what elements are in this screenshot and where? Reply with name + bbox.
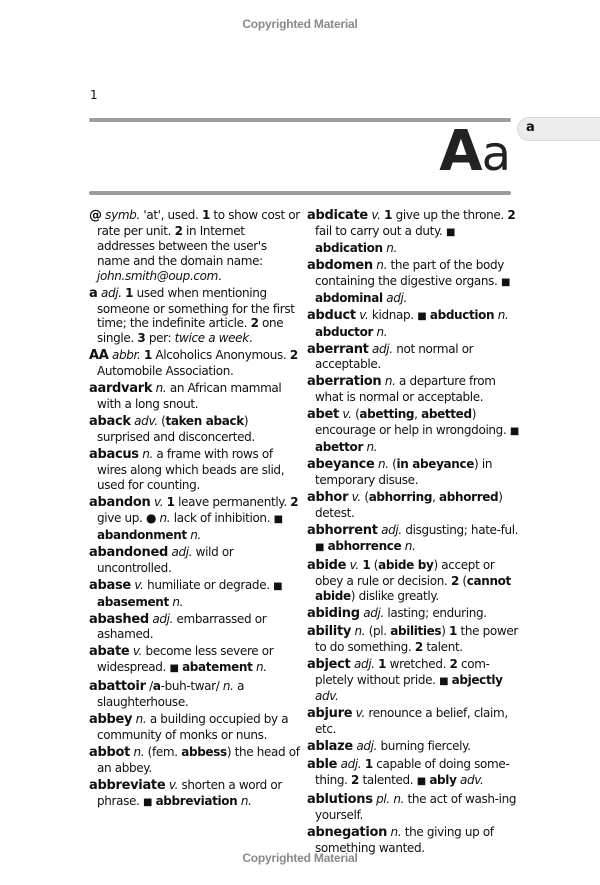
entry-text: adj. <box>97 285 122 300</box>
derivative-square-icon: ■ <box>439 675 449 687</box>
entry-text: embarrassed or ashamed. <box>97 611 267 642</box>
entry-text: 2 <box>507 208 516 222</box>
entry-text: abetting <box>359 407 415 422</box>
dictionary-entry <box>307 208 519 256</box>
entry-text: n. <box>351 623 366 638</box>
entry-text: adj. <box>350 656 375 671</box>
dictionary-entry <box>307 523 519 556</box>
dictionary-entry <box>89 778 301 811</box>
entry-text: abhorring <box>368 490 433 505</box>
entry-text: ) surprised and disconcerted. <box>97 414 255 445</box>
entry-text: (pl. <box>365 623 391 638</box>
dictionary-entry <box>89 447 301 493</box>
entry-text: n. <box>376 324 388 339</box>
entry-text: 1 <box>364 757 373 772</box>
dictionary-entry <box>307 739 519 755</box>
entry-text: adj. <box>337 757 362 772</box>
entry-text: capable of doing some-thing. <box>315 757 510 788</box>
entry-text: 3 <box>137 331 146 346</box>
dictionary-entry <box>89 208 301 284</box>
entry-text: v. <box>165 778 179 793</box>
copyright-watermark-top: Copyrighted Material <box>242 17 358 31</box>
entry-text: lack of inhibition. <box>170 510 274 525</box>
entry-text: abdominal <box>315 290 383 305</box>
entry-text: abettor <box>315 440 364 455</box>
dictionary-entry <box>89 381 301 412</box>
derivative-square-icon: ■ <box>500 276 511 288</box>
entry-headword: aberrant <box>307 341 369 357</box>
entry-text: 2 <box>450 573 459 588</box>
dictionary-entry <box>307 792 519 823</box>
dictionary-entry <box>307 258 519 306</box>
entry-headword: abeyance <box>307 457 375 473</box>
entry-headword: ability <box>307 623 352 639</box>
entry-text: 2 <box>414 639 423 654</box>
entry-text: adv. <box>130 414 158 429</box>
entry-text: abandonment <box>97 527 187 542</box>
entry-text: the part of the body containing the digestive organs. <box>315 257 504 288</box>
derivative-square-icon: ■ <box>142 796 153 808</box>
entry-text: 2 <box>289 348 298 363</box>
entry-text: v. <box>150 494 164 509</box>
entry-text: a slaughterhouse. <box>97 679 245 710</box>
entry-text: ( <box>370 557 379 572</box>
dictionary-entry <box>307 490 519 521</box>
dictionary-entry <box>307 342 519 373</box>
entry-text: . <box>248 331 253 346</box>
entry-text: abductor <box>315 324 374 339</box>
entry-headword: ablutions <box>307 792 373 808</box>
entry-text: 1 <box>378 656 387 671</box>
entry-headword: abandon <box>89 494 151 510</box>
entry-text: 1 <box>201 208 210 222</box>
entry-text: pl. n. <box>372 792 405 807</box>
entry-text: . <box>218 268 222 283</box>
entry-text: 1 <box>362 557 371 572</box>
dictionary-entry <box>307 407 519 455</box>
entry-text: n. <box>404 538 416 553</box>
entry-text: a <box>152 679 161 694</box>
entry-text: in abeyance <box>396 457 475 472</box>
entry-text: cannot abide <box>315 573 511 603</box>
entry-headword: abide <box>307 557 347 573</box>
entry-headword: abdomen <box>307 257 373 273</box>
entry-headword: a <box>89 285 98 301</box>
entry-text: adj. <box>148 611 174 626</box>
entry-text: abhorrence <box>327 538 402 553</box>
entry-headword: abattoir <box>89 679 146 695</box>
entry-headword: abashed <box>89 611 149 627</box>
entry-text: adj. <box>359 605 384 620</box>
entry-text: n. <box>132 712 147 727</box>
dictionary-entry <box>89 348 301 379</box>
entry-text: ) in temporary disuse. <box>315 457 493 488</box>
entry-text: 1 <box>449 623 458 638</box>
entry-text: twice a week <box>174 331 249 346</box>
entry-text: ably <box>429 773 457 788</box>
entry-text: 1 <box>143 348 152 363</box>
section-letter-lower: a <box>481 126 510 182</box>
entry-text: , <box>432 490 440 505</box>
entry-headword: abjure <box>307 706 353 722</box>
entry-headword: abduct <box>307 307 356 323</box>
dictionary-entry <box>89 578 301 610</box>
dictionary-entry <box>307 457 519 488</box>
entry-text: -buh-twar/ <box>160 679 223 694</box>
entry-text: n. <box>381 374 396 389</box>
entry-text: john.smith@oup.com <box>97 268 218 283</box>
entry-text: abduction <box>429 307 495 322</box>
entry-text: per: <box>145 331 175 346</box>
entry-text: / <box>145 679 153 694</box>
entry-text: abbr. <box>108 348 141 363</box>
entry-text: become less severe or widespread. <box>97 644 274 675</box>
dictionary-entry <box>89 286 301 347</box>
entry-text: adj. <box>352 739 378 754</box>
entry-text: v. <box>129 644 143 659</box>
entry-text: the act of wash-ing yourself. <box>315 792 517 823</box>
entry-text: ( <box>458 573 467 588</box>
entry-text: a departure from what is normal or acceptable. <box>315 374 496 405</box>
entry-text: ) the head of an abbey. <box>97 745 300 776</box>
entry-headword: abnegation <box>307 825 388 841</box>
dictionary-entry <box>89 545 301 576</box>
dictionary-entry <box>307 706 519 737</box>
entry-text: v. <box>352 706 365 721</box>
entry-headword: aardvark <box>89 381 153 397</box>
entry-text: ) dislike greatly. <box>350 588 439 603</box>
entry-text: abbess <box>181 745 227 760</box>
entry-text: n. <box>374 457 389 472</box>
entry-text: 2 <box>174 223 183 238</box>
entry-text: abatement <box>182 660 253 675</box>
entry-text: ) accept or obey a rule or decision. <box>315 557 495 588</box>
derivative-square-icon: ■ <box>315 541 325 553</box>
section-letter-upper: A <box>439 119 482 184</box>
entry-text: 'at', used. <box>139 208 202 222</box>
entry-text: kidnap. <box>368 307 418 322</box>
entry-text: ) <box>441 623 450 638</box>
entry-text: ( <box>388 457 397 472</box>
entry-text: n. <box>152 381 167 396</box>
entry-text: adj. <box>368 341 393 356</box>
thumb-index-label: a <box>526 120 535 135</box>
entry-text: not normal or acceptable. <box>315 341 474 372</box>
entry-headword: abbey <box>89 712 133 728</box>
entry-text: abide by <box>378 557 434 572</box>
page-number: 1 <box>90 88 98 102</box>
entry-text: v. <box>346 557 359 572</box>
dictionary-entry <box>89 414 301 445</box>
entry-text: n. <box>159 510 171 525</box>
entry-headword: abiding <box>307 605 360 621</box>
entry-text: the power to do something. <box>315 623 518 654</box>
dictionary-entry <box>89 745 301 776</box>
entry-headword: AA <box>89 348 109 364</box>
entry-text: v. <box>130 577 144 592</box>
entry-text: abasement <box>97 594 169 609</box>
dictionary-entry <box>89 495 301 543</box>
header-rule-bottom <box>89 191 511 195</box>
entry-text: abjectly <box>451 672 503 687</box>
entry-text: abhorred <box>439 490 499 505</box>
entry-headword: abhorrent <box>307 522 378 538</box>
entry-headword: abet <box>307 407 339 423</box>
entry-text: abdication <box>315 240 383 255</box>
entry-text: n. <box>366 440 378 455</box>
entry-text: shorten a word or phrase. <box>97 778 282 808</box>
entry-headword: abdicate <box>307 208 368 223</box>
entry-text: a frame with rows of wires along which beads are slid, used for counting. <box>97 447 285 492</box>
entry-text: adj. <box>377 522 402 537</box>
entry-text: n. <box>172 594 184 609</box>
entry-text: symb. <box>101 208 140 222</box>
entry-text: v. <box>338 407 352 422</box>
entry-text: adv. <box>460 773 484 788</box>
dictionary-entry <box>89 612 301 643</box>
entry-headword: abandoned <box>89 544 169 560</box>
entry-text: v. <box>348 490 361 505</box>
entry-text: n. <box>372 257 388 272</box>
entry-text: ( <box>360 490 369 505</box>
entry-text: to show cost or rate per unit. <box>97 208 300 238</box>
entry-headword: aberration <box>307 374 382 390</box>
entry-text: used when mentioning someone or something for the first time; the indefinite article. <box>97 285 295 331</box>
entry-text: v. <box>355 307 369 322</box>
entry-headword: able <box>307 757 338 773</box>
derivative-square-icon: ■ <box>445 226 456 238</box>
entry-text: Automobile Association. <box>97 364 234 379</box>
entry-text: fail to carry out a duty. <box>315 223 446 238</box>
entry-text: n. <box>386 240 397 255</box>
dictionary-entry <box>307 558 519 604</box>
entry-headword: abate <box>89 644 130 660</box>
entry-text: burning fiercely. <box>377 739 471 754</box>
entry-text: talent. <box>422 639 463 654</box>
entry-text: 2 <box>449 656 458 671</box>
dictionary-entry <box>307 374 519 405</box>
entry-text: n. <box>138 447 153 462</box>
thumb-index-tab[interactable] <box>517 117 600 141</box>
derivative-square-icon: ■ <box>169 663 179 675</box>
entry-text: abetted <box>421 407 472 422</box>
entry-text: 1 <box>166 494 175 509</box>
entry-text: the giving up of something wanted. <box>315 825 494 856</box>
entry-text: adv. <box>315 689 339 704</box>
entry-headword: aback <box>89 414 131 430</box>
dictionary-column-right <box>307 208 519 858</box>
entry-text: 2 <box>290 494 299 509</box>
entry-text: ) detest. <box>315 490 503 520</box>
derivative-square-icon: ■ <box>509 426 519 438</box>
entry-text: talented. <box>359 773 417 788</box>
entry-text: , <box>414 407 422 422</box>
entry-text: Alcoholics Anonymous. <box>151 348 290 363</box>
entry-text: in Internet addresses between the user's name and the domain name: <box>97 223 267 268</box>
dictionary-entry <box>89 644 301 677</box>
entry-text: abbreviation <box>155 793 238 808</box>
entry-text: adj. <box>168 544 193 559</box>
entry-text: 2 <box>351 773 360 788</box>
entry-text: n. <box>497 307 509 322</box>
entry-text: taken aback <box>165 414 244 429</box>
entry-text: humiliate or degrade. <box>143 577 274 592</box>
entry-text: com-pletely without pride. <box>315 656 490 687</box>
dictionary-entry <box>89 679 301 710</box>
entry-headword: abbreviate <box>89 778 166 794</box>
entry-headword: abacus <box>89 447 139 463</box>
entry-text: (fem. <box>144 745 182 760</box>
entry-text: a building occupied by a community of monks or nuns. <box>97 712 289 743</box>
entry-text: v. <box>367 208 381 222</box>
entry-headword: abhor <box>307 490 349 506</box>
derivative-square-icon: ■ <box>417 310 427 322</box>
dictionary-entry <box>89 712 301 743</box>
derivative-square-icon: ■ <box>416 776 426 788</box>
entry-text: an African mammal with a long snout. <box>97 381 282 412</box>
entry-headword: @ <box>89 208 102 223</box>
entry-text: n. <box>240 793 252 808</box>
dictionary-column-left <box>89 208 301 813</box>
dictionary-entry <box>307 657 519 705</box>
entry-headword: ablaze <box>307 739 353 755</box>
entry-text: leave permanently. <box>174 494 291 509</box>
entry-text: ( <box>351 407 360 422</box>
entry-text: ) encourage or help in wrongdoing. <box>315 407 510 438</box>
entry-text: wretched. <box>386 656 450 671</box>
entry-text: 1 <box>384 208 393 222</box>
entry-text: lasting; enduring. <box>383 605 487 620</box>
entry-text: n. <box>222 679 234 694</box>
entry-text: adj. <box>386 290 407 305</box>
entry-text: 1 <box>125 285 134 300</box>
entry-text: ( <box>157 414 166 429</box>
entry-headword: abase <box>89 577 131 593</box>
entry-text: n. <box>190 527 201 542</box>
entry-text: give up the throne. <box>392 208 508 222</box>
entry-text: 2 <box>250 316 259 331</box>
entry-text: wild or uncontrolled. <box>97 544 234 575</box>
dictionary-entry <box>307 308 519 340</box>
derivative-square-icon: ■ <box>273 513 283 525</box>
entry-text: n. <box>130 745 145 760</box>
section-letter-heading <box>439 119 510 195</box>
entry-text: one single. <box>97 316 284 346</box>
entry-text: n. <box>255 660 267 675</box>
dictionary-entry <box>307 624 519 655</box>
entry-text: give up. ● <box>97 510 160 525</box>
dictionary-entry <box>307 757 519 790</box>
entry-text: abilities <box>390 623 442 638</box>
entry-headword: abbot <box>89 745 131 761</box>
entry-headword: abject <box>307 656 351 672</box>
dictionary-entry <box>307 606 519 622</box>
copyright-watermark-bottom: Copyrighted Material <box>242 851 358 865</box>
entry-text: renounce a belief, claim, etc. <box>315 706 508 737</box>
entry-text: n. <box>387 825 402 840</box>
derivative-square-icon: ■ <box>273 580 283 592</box>
entry-text: disgusting; hate-ful. <box>401 522 519 537</box>
